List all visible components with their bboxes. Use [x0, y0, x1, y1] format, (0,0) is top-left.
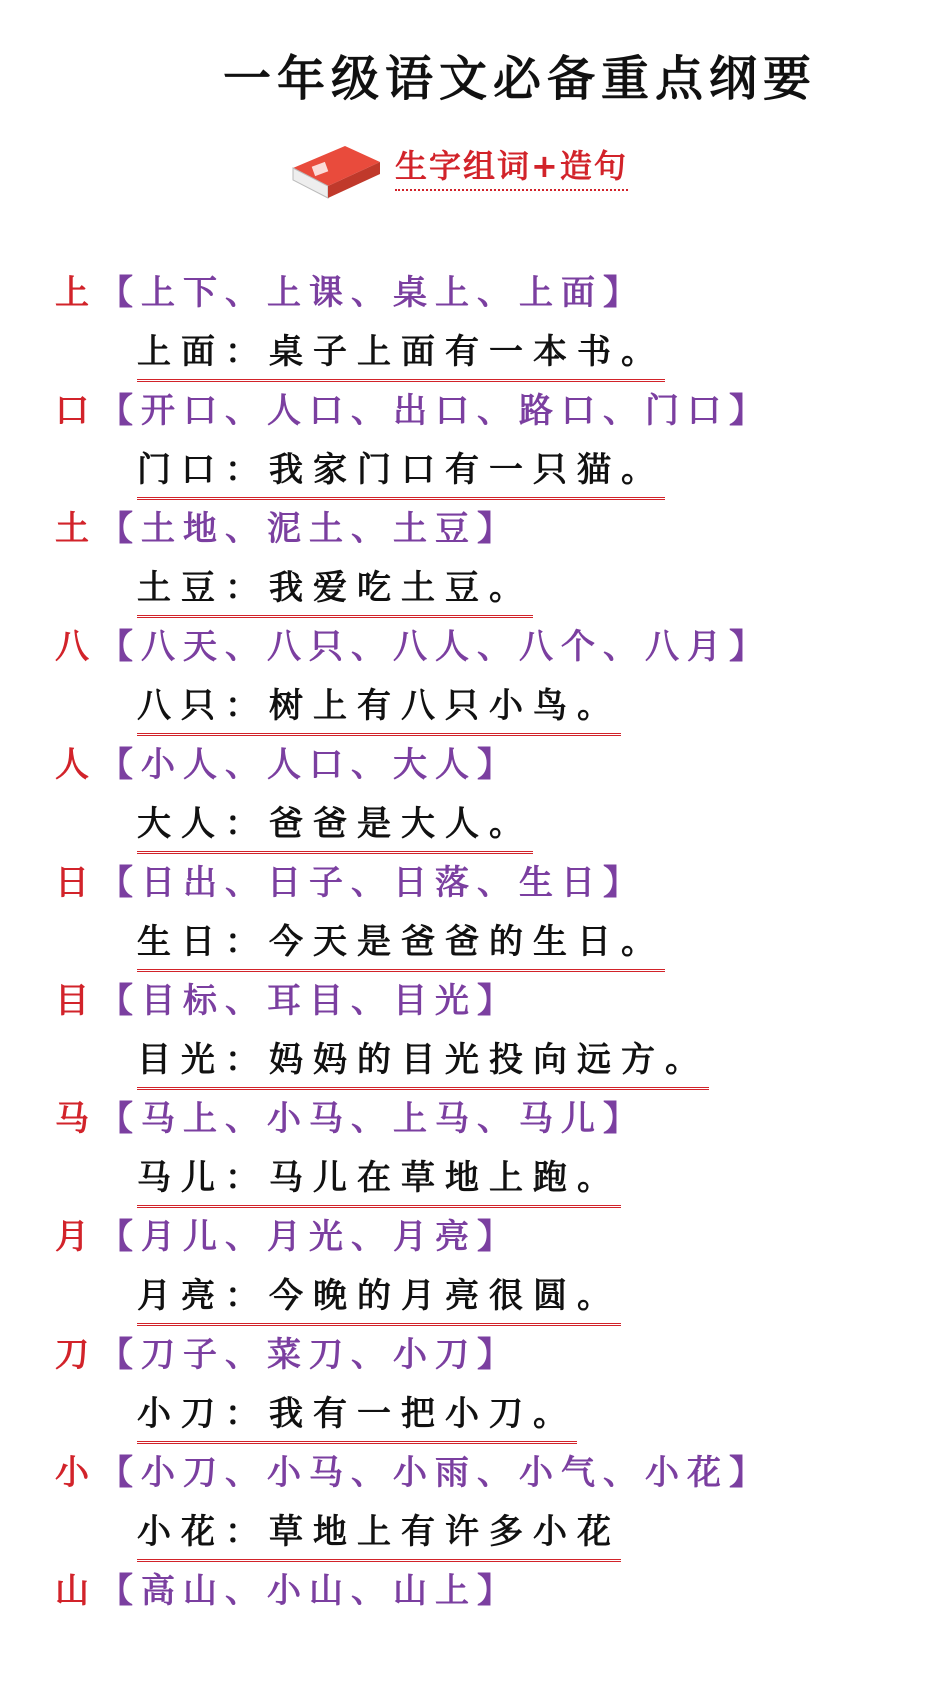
- entry-character: 上: [55, 272, 97, 313]
- entry-word-list: 【土地、泥土、土豆】: [99, 508, 519, 549]
- entry-word-list: 【高山、小山、山上】: [99, 1570, 519, 1611]
- entry-head: [55, 494, 935, 556]
- entry-sentence: 小花：草地上有许多小花: [137, 1500, 621, 1562]
- entry-head: [55, 612, 935, 674]
- entry-head: [55, 1556, 935, 1618]
- entry-word-list: 【开口、人口、出口、路口、门口】: [99, 390, 771, 431]
- word-entry: [55, 1438, 935, 1566]
- entry-sentence: 小刀：我有一把小刀。: [137, 1382, 577, 1444]
- entry-sentence: 生日：今天是爸爸的生日。: [137, 910, 665, 972]
- entry-character: 刀: [55, 1334, 97, 1375]
- entry-head: [55, 258, 935, 320]
- word-entry: [55, 1556, 935, 1684]
- entry-character: 月: [55, 1216, 97, 1257]
- entry-sentence: 月亮：今晚的月亮很圆。: [137, 1264, 621, 1326]
- word-entry: [55, 730, 935, 858]
- entry-head: [55, 730, 935, 792]
- entry-sentence: 门口：我家门口有一只猫。: [137, 438, 665, 500]
- entry-character: 八: [55, 626, 97, 667]
- entry-word-list: 【小人、人口、大人】: [99, 744, 519, 785]
- entry-head: [55, 848, 935, 910]
- word-entry: [55, 376, 935, 504]
- word-entry: [55, 1320, 935, 1448]
- entry-character: 人: [55, 744, 97, 785]
- dictionary-book-icon: [285, 128, 385, 204]
- entry-head: [55, 1320, 935, 1382]
- section-header: [285, 128, 628, 204]
- page-title: 一年级语文必备重点纲要: [222, 51, 817, 107]
- entry-character: 口: [55, 390, 97, 431]
- entry-word-list: 【日出、日子、日落、生日】: [99, 862, 645, 903]
- word-entry: [55, 1202, 935, 1330]
- entry-head: [55, 1084, 935, 1146]
- entry-character: 小: [55, 1452, 97, 1493]
- word-entry: [55, 1084, 935, 1212]
- entry-character: 土: [55, 508, 97, 549]
- word-entry: [55, 494, 935, 622]
- entry-word-list: 【刀子、菜刀、小刀】: [99, 1334, 519, 1375]
- entry-word-list: 【上下、上课、桌上、上面】: [99, 272, 645, 313]
- section-subtitle: 生字组词+造句: [395, 141, 628, 191]
- entry-word-list: 【马上、小马、上马、马儿】: [99, 1098, 645, 1139]
- entry-sentence: 目光：妈妈的目光投向远方。: [137, 1028, 709, 1090]
- entry-sentence: 土豆：我爱吃土豆。: [137, 556, 533, 618]
- entry-character: 日: [55, 862, 97, 903]
- entry-head: [55, 376, 935, 438]
- entry-character: 马: [55, 1098, 97, 1139]
- entry-head: [55, 1438, 935, 1500]
- entry-sentence: 大人：爸爸是大人。: [137, 792, 533, 854]
- word-entry: [55, 258, 935, 386]
- entry-head: [55, 966, 935, 1028]
- entry-word-list: 【目标、耳目、目光】: [99, 980, 519, 1021]
- word-entry: [55, 848, 935, 976]
- entry-word-list: 【月儿、月光、月亮】: [99, 1216, 519, 1257]
- entry-head: [55, 1202, 935, 1264]
- entry-word-list: 【小刀、小马、小雨、小气、小花】: [99, 1452, 771, 1493]
- word-entry: [55, 966, 935, 1094]
- entry-character: 目: [55, 980, 97, 1021]
- entry-sentence: 八只：树上有八只小鸟。: [137, 674, 621, 736]
- entry-sentence: 上面：桌子上面有一本书。: [137, 320, 665, 382]
- word-entry: [55, 612, 935, 740]
- entry-character: 山: [55, 1570, 97, 1611]
- entry-sentence: 马儿：马儿在草地上跑。: [137, 1146, 621, 1208]
- entry-word-list: 【八天、八只、八人、八个、八月】: [99, 626, 771, 667]
